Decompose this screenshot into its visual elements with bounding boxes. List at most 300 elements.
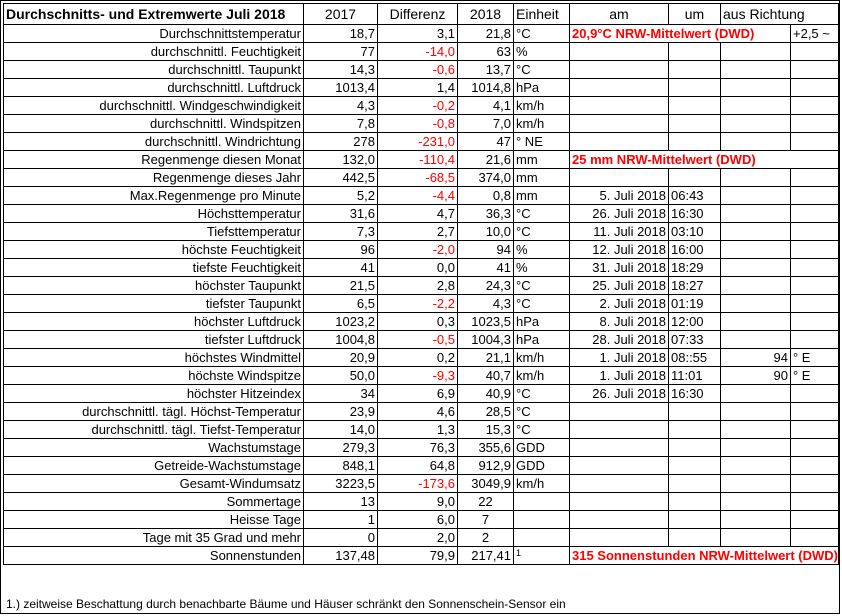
value-2018: 94 <box>458 241 514 259</box>
header-row <box>4 4 839 25</box>
row-label: Tiefsttemperatur <box>4 223 304 241</box>
direction-text <box>791 43 839 61</box>
row-label: höchster Luftdruck <box>4 313 304 331</box>
value-difference: 76,3 <box>378 439 458 457</box>
value-difference: 3,1 <box>378 25 458 43</box>
table-row <box>4 547 839 565</box>
row-label: höchster Hitzeindex <box>4 385 304 403</box>
unit: °C <box>514 277 570 295</box>
direction-text <box>791 493 839 511</box>
value-2017: 1013,4 <box>304 79 378 97</box>
value-difference: 4,6 <box>378 403 458 421</box>
value-2018: 4,1 <box>458 97 514 115</box>
table-row <box>4 313 839 331</box>
value-2017: 279,3 <box>304 439 378 457</box>
table-row <box>4 223 839 241</box>
table-row <box>4 259 839 277</box>
col-header-am: am <box>570 4 669 25</box>
row-label: durchschnittl. tägl. Tiefst-Temperatur <box>4 421 304 439</box>
direction-text: ° E <box>791 367 839 385</box>
table-row <box>4 151 839 169</box>
value-2018: 28,5 <box>458 403 514 421</box>
unit <box>514 511 570 529</box>
row-label: Getreide-Wachstumstage <box>4 457 304 475</box>
value-difference: -110,4 <box>378 151 458 169</box>
value-2018: 3049,9 <box>458 475 514 493</box>
date-am: 12. Juli 2018 <box>570 241 669 259</box>
value-2017: 3223,5 <box>304 475 378 493</box>
time-um: 11:01 <box>669 367 721 385</box>
row-label: Regenmenge dieses Jahr <box>4 169 304 187</box>
direction-text <box>791 241 839 259</box>
value-2017: 50,0 <box>304 367 378 385</box>
table-row <box>4 169 839 187</box>
row-label: Sonnenstunden <box>4 547 304 565</box>
direction-value <box>721 169 791 187</box>
unit: °C <box>514 295 570 313</box>
row-label: durchschnittl. Windgeschwindigkeit <box>4 97 304 115</box>
date-am: 8. Juli 2018 <box>570 313 669 331</box>
row-label: durchschnittl. Taupunkt <box>4 61 304 79</box>
value-2018: 1004,3 <box>458 331 514 349</box>
value-2017: 96 <box>304 241 378 259</box>
time-um <box>669 529 721 547</box>
value-2018: 63 <box>458 43 514 61</box>
unit: km/h <box>514 349 570 367</box>
value-2018: 15,3 <box>458 421 514 439</box>
value-difference: 2,7 <box>378 223 458 241</box>
value-2018: 21,8 <box>458 25 514 43</box>
unit: km/h <box>514 475 570 493</box>
unit: km/h <box>514 367 570 385</box>
direction-value <box>721 313 791 331</box>
time-um <box>669 115 721 133</box>
value-2017: 23,9 <box>304 403 378 421</box>
row-label: Regenmenge diesen Monat <box>4 151 304 169</box>
unit: % <box>514 259 570 277</box>
row-label: tiefste Feuchtigkeit <box>4 259 304 277</box>
direction-value <box>721 493 791 511</box>
nrw-note: 315 Sonnenstunden NRW-Mittelwert (DWD) <box>570 547 839 565</box>
direction-text <box>791 79 839 97</box>
date-am <box>570 475 669 493</box>
value-2018: 40,9 <box>458 385 514 403</box>
row-label: Gesamt-Windumsatz <box>4 475 304 493</box>
value-difference: 1,3 <box>378 421 458 439</box>
table-row <box>4 421 839 439</box>
row-label: höchste Feuchtigkeit <box>4 241 304 259</box>
unit: % <box>514 43 570 61</box>
time-um <box>669 61 721 79</box>
unit: °C <box>514 205 570 223</box>
date-am <box>570 43 669 61</box>
unit: °C <box>514 385 570 403</box>
direction-value <box>721 457 791 475</box>
direction-text <box>791 205 839 223</box>
table-row <box>4 61 839 79</box>
date-am <box>570 493 669 511</box>
value-2017: 77 <box>304 43 378 61</box>
footnote: 1.) zeitweise Beschattung durch benachbarte Bäume und Häuser schränkt den Sonnenschein-Sensor ein <box>6 597 566 611</box>
date-am <box>570 133 669 151</box>
value-2017: 20,9 <box>304 349 378 367</box>
value-difference: 6,9 <box>378 385 458 403</box>
value-2018: 7 <box>458 511 514 529</box>
value-difference: 2,8 <box>378 277 458 295</box>
value-2017: 41 <box>304 259 378 277</box>
value-2018: 912,9 <box>458 457 514 475</box>
table-row <box>4 25 839 43</box>
direction-value <box>721 223 791 241</box>
unit: °C <box>514 61 570 79</box>
nrw-note: 20,9°C NRW-Mittelwert (DWD) <box>570 25 791 43</box>
row-label: höchstes Windmittel <box>4 349 304 367</box>
value-2018: 1014,8 <box>458 79 514 97</box>
unit: km/h <box>514 115 570 133</box>
direction-value <box>721 61 791 79</box>
time-um: 12:00 <box>669 313 721 331</box>
direction-text <box>791 259 839 277</box>
row-label: durchschnittl. tägl. Höchst-Temperatur <box>4 403 304 421</box>
value-2017: 442,5 <box>304 169 378 187</box>
direction-text <box>791 331 839 349</box>
direction-text <box>791 295 839 313</box>
direction-value <box>721 385 791 403</box>
direction-text <box>791 223 839 241</box>
value-2017: 7,3 <box>304 223 378 241</box>
date-am <box>570 115 669 133</box>
unit: 1 <box>514 547 570 565</box>
table-row <box>4 457 839 475</box>
time-um <box>669 169 721 187</box>
time-um: 16:30 <box>669 205 721 223</box>
direction-value <box>721 133 791 151</box>
time-um <box>669 97 721 115</box>
row-label: durchschnittl. Windrichtung <box>4 133 304 151</box>
direction-value <box>721 259 791 277</box>
direction-value: 94 <box>721 349 791 367</box>
value-2018: 1023,5 <box>458 313 514 331</box>
date-am <box>570 439 669 457</box>
direction-text <box>791 385 839 403</box>
date-am: 5. Juli 2018 <box>570 187 669 205</box>
date-am: 25. Juli 2018 <box>570 277 669 295</box>
date-am <box>570 529 669 547</box>
time-um <box>669 439 721 457</box>
unit: GDD <box>514 457 570 475</box>
value-2017: 1 <box>304 511 378 529</box>
unit: mm <box>514 169 570 187</box>
value-difference: 4,7 <box>378 205 458 223</box>
value-difference: 79,9 <box>378 547 458 565</box>
table-row <box>4 295 839 313</box>
date-am <box>570 61 669 79</box>
direction-text <box>791 421 839 439</box>
time-um <box>669 403 721 421</box>
value-difference: -0,6 <box>378 61 458 79</box>
date-am: 2. Juli 2018 <box>570 295 669 313</box>
direction-text <box>791 169 839 187</box>
value-difference: 0,2 <box>378 349 458 367</box>
table-row <box>4 43 839 61</box>
direction-text <box>791 97 839 115</box>
table-row <box>4 403 839 421</box>
value-2018: 22 <box>458 493 514 511</box>
unit <box>514 529 570 547</box>
table-row <box>4 205 839 223</box>
direction-value <box>721 331 791 349</box>
table-row <box>4 241 839 259</box>
direction-text: ° E <box>791 349 839 367</box>
date-am: 1. Juli 2018 <box>570 367 669 385</box>
nrw-note: 25 mm NRW-Mittelwert (DWD) <box>570 151 839 169</box>
time-um <box>669 79 721 97</box>
value-2017: 6,5 <box>304 295 378 313</box>
direction-value <box>721 421 791 439</box>
value-2017: 5,2 <box>304 187 378 205</box>
value-difference: -9,3 <box>378 367 458 385</box>
direction-text <box>791 529 839 547</box>
direction-value <box>721 43 791 61</box>
row-label: durchschnittl. Windspitzen <box>4 115 304 133</box>
time-um: 08::55 <box>669 349 721 367</box>
value-2017: 848,1 <box>304 457 378 475</box>
value-2018: 2 <box>458 529 514 547</box>
value-2017: 18,7 <box>304 25 378 43</box>
table-row <box>4 115 839 133</box>
value-2017: 1004,8 <box>304 331 378 349</box>
time-um: 18:27 <box>669 277 721 295</box>
value-2018: 4,3 <box>458 295 514 313</box>
value-difference: -2,0 <box>378 241 458 259</box>
direction-text <box>791 133 839 151</box>
value-2017: 13 <box>304 493 378 511</box>
value-difference: -231,0 <box>378 133 458 151</box>
unit: mm <box>514 187 570 205</box>
table-row <box>4 79 839 97</box>
table-row <box>4 133 839 151</box>
value-2017: 137,48 <box>304 547 378 565</box>
value-2017: 278 <box>304 133 378 151</box>
value-difference: -2,2 <box>378 295 458 313</box>
value-2018: 21,1 <box>458 349 514 367</box>
time-um <box>669 493 721 511</box>
direction-text <box>791 115 839 133</box>
unit: GDD <box>514 439 570 457</box>
direction-value <box>721 79 791 97</box>
table-row <box>4 331 839 349</box>
direction-value: 90 <box>721 367 791 385</box>
row-label: durchschnittl. Luftdruck <box>4 79 304 97</box>
direction-value <box>721 475 791 493</box>
date-am: 11. Juli 2018 <box>570 223 669 241</box>
row-label: Heisse Tage <box>4 511 304 529</box>
unit: °C <box>514 403 570 421</box>
date-am <box>570 169 669 187</box>
value-difference: -68,5 <box>378 169 458 187</box>
value-difference: 6,0 <box>378 511 458 529</box>
direction-text <box>791 511 839 529</box>
value-2018: 13,7 <box>458 61 514 79</box>
unit: °C <box>514 421 570 439</box>
direction-text <box>791 187 839 205</box>
date-am <box>570 421 669 439</box>
direction-value <box>721 511 791 529</box>
time-um: 07:33 <box>669 331 721 349</box>
unit: °C <box>514 223 570 241</box>
col-header-um: um <box>669 4 721 25</box>
table-row <box>4 97 839 115</box>
date-am: 26. Juli 2018 <box>570 385 669 403</box>
unit <box>514 493 570 511</box>
value-difference: 64,8 <box>378 457 458 475</box>
date-am <box>570 403 669 421</box>
date-am: 26. Juli 2018 <box>570 205 669 223</box>
direction-text <box>791 439 839 457</box>
value-difference: -4,4 <box>378 187 458 205</box>
col-header-2017: 2017 <box>304 4 378 25</box>
row-label: höchste Windspitze <box>4 367 304 385</box>
table-row <box>4 529 839 547</box>
value-difference: -0,8 <box>378 115 458 133</box>
direction-value <box>721 241 791 259</box>
value-2018: 0,8 <box>458 187 514 205</box>
time-um <box>669 511 721 529</box>
table-row <box>4 493 839 511</box>
value-2018: 21,6 <box>458 151 514 169</box>
value-difference: -0,2 <box>378 97 458 115</box>
date-am <box>570 79 669 97</box>
date-am: 1. Juli 2018 <box>570 349 669 367</box>
value-2018: 10,0 <box>458 223 514 241</box>
unit: °C <box>514 25 570 43</box>
time-um: 18:29 <box>669 259 721 277</box>
time-um: 16:30 <box>669 385 721 403</box>
value-2018: 41 <box>458 259 514 277</box>
value-2017: 14,3 <box>304 61 378 79</box>
table-row <box>4 511 839 529</box>
direction-text <box>791 61 839 79</box>
col-header-unit: Einheit <box>514 4 570 25</box>
direction-text <box>791 457 839 475</box>
value-2018: 24,3 <box>458 277 514 295</box>
direction-text <box>791 277 839 295</box>
table-row <box>4 367 839 385</box>
value-2017: 0 <box>304 529 378 547</box>
time-um: 16:00 <box>669 241 721 259</box>
value-2017: 1023,2 <box>304 313 378 331</box>
unit: km/h <box>514 97 570 115</box>
value-2017: 34 <box>304 385 378 403</box>
table-row <box>4 475 839 493</box>
unit: hPa <box>514 79 570 97</box>
table-row <box>4 385 839 403</box>
col-header-direction: aus Richtung <box>721 4 839 25</box>
table-row <box>4 187 839 205</box>
direction-value <box>721 439 791 457</box>
value-2018: 7,0 <box>458 115 514 133</box>
time-um <box>669 43 721 61</box>
date-am: 28. Juli 2018 <box>570 331 669 349</box>
direction-value <box>721 97 791 115</box>
value-difference: 1,4 <box>378 79 458 97</box>
unit: hPa <box>514 331 570 349</box>
value-2018: 40,7 <box>458 367 514 385</box>
direction-value <box>721 205 791 223</box>
direction-value <box>721 529 791 547</box>
unit: ° NE <box>514 133 570 151</box>
time-um <box>669 475 721 493</box>
direction-value <box>721 295 791 313</box>
direction-text <box>791 403 839 421</box>
value-2017: 4,3 <box>304 97 378 115</box>
value-2017: 31,6 <box>304 205 378 223</box>
time-um <box>669 421 721 439</box>
row-label: Wachstumstage <box>4 439 304 457</box>
value-2017: 132,0 <box>304 151 378 169</box>
unit: mm <box>514 151 570 169</box>
row-label: Tage mit 35 Grad und mehr <box>4 529 304 547</box>
value-2018: 355,6 <box>458 439 514 457</box>
date-am: 31. Juli 2018 <box>570 259 669 277</box>
deviation-note: +2,5 ~ <box>791 25 839 43</box>
date-am <box>570 511 669 529</box>
value-2017: 21,5 <box>304 277 378 295</box>
row-label: durchschnittl. Feuchtigkeit <box>4 43 304 61</box>
value-2018: 374,0 <box>458 169 514 187</box>
value-difference: 2,0 <box>378 529 458 547</box>
table-row <box>4 439 839 457</box>
value-2018: 217,41 <box>458 547 514 565</box>
value-difference: 9,0 <box>378 493 458 511</box>
value-2017: 14,0 <box>304 421 378 439</box>
direction-text <box>791 475 839 493</box>
value-difference: -14,0 <box>378 43 458 61</box>
row-label: tiefster Luftdruck <box>4 331 304 349</box>
time-um <box>669 457 721 475</box>
table-row <box>4 349 839 367</box>
time-um: 03:10 <box>669 223 721 241</box>
value-2017: 7,8 <box>304 115 378 133</box>
time-um: 01:19 <box>669 295 721 313</box>
date-am <box>570 457 669 475</box>
value-difference: -0,5 <box>378 331 458 349</box>
value-2018: 47 <box>458 133 514 151</box>
time-um <box>669 133 721 151</box>
row-label: höchster Taupunkt <box>4 277 304 295</box>
stats-table <box>3 3 839 565</box>
row-label: tiefster Taupunkt <box>4 295 304 313</box>
table-title: Durchschnitts- und Extremwerte Juli 2018 <box>4 4 304 25</box>
col-header-diff: Differenz <box>378 4 458 25</box>
direction-value <box>721 115 791 133</box>
unit: hPa <box>514 313 570 331</box>
direction-value <box>721 277 791 295</box>
date-am <box>570 97 669 115</box>
direction-value <box>721 187 791 205</box>
col-header-2018: 2018 <box>458 4 514 25</box>
value-2018: 36,3 <box>458 205 514 223</box>
row-label: Sommertage <box>4 493 304 511</box>
row-label: Durchschnittstemperatur <box>4 25 304 43</box>
unit: % <box>514 241 570 259</box>
direction-value <box>721 403 791 421</box>
value-difference: 0,0 <box>378 259 458 277</box>
direction-text <box>791 313 839 331</box>
row-label: Höchsttemperatur <box>4 205 304 223</box>
value-difference: 0,3 <box>378 313 458 331</box>
row-label: Max.Regenmenge pro Minute <box>4 187 304 205</box>
